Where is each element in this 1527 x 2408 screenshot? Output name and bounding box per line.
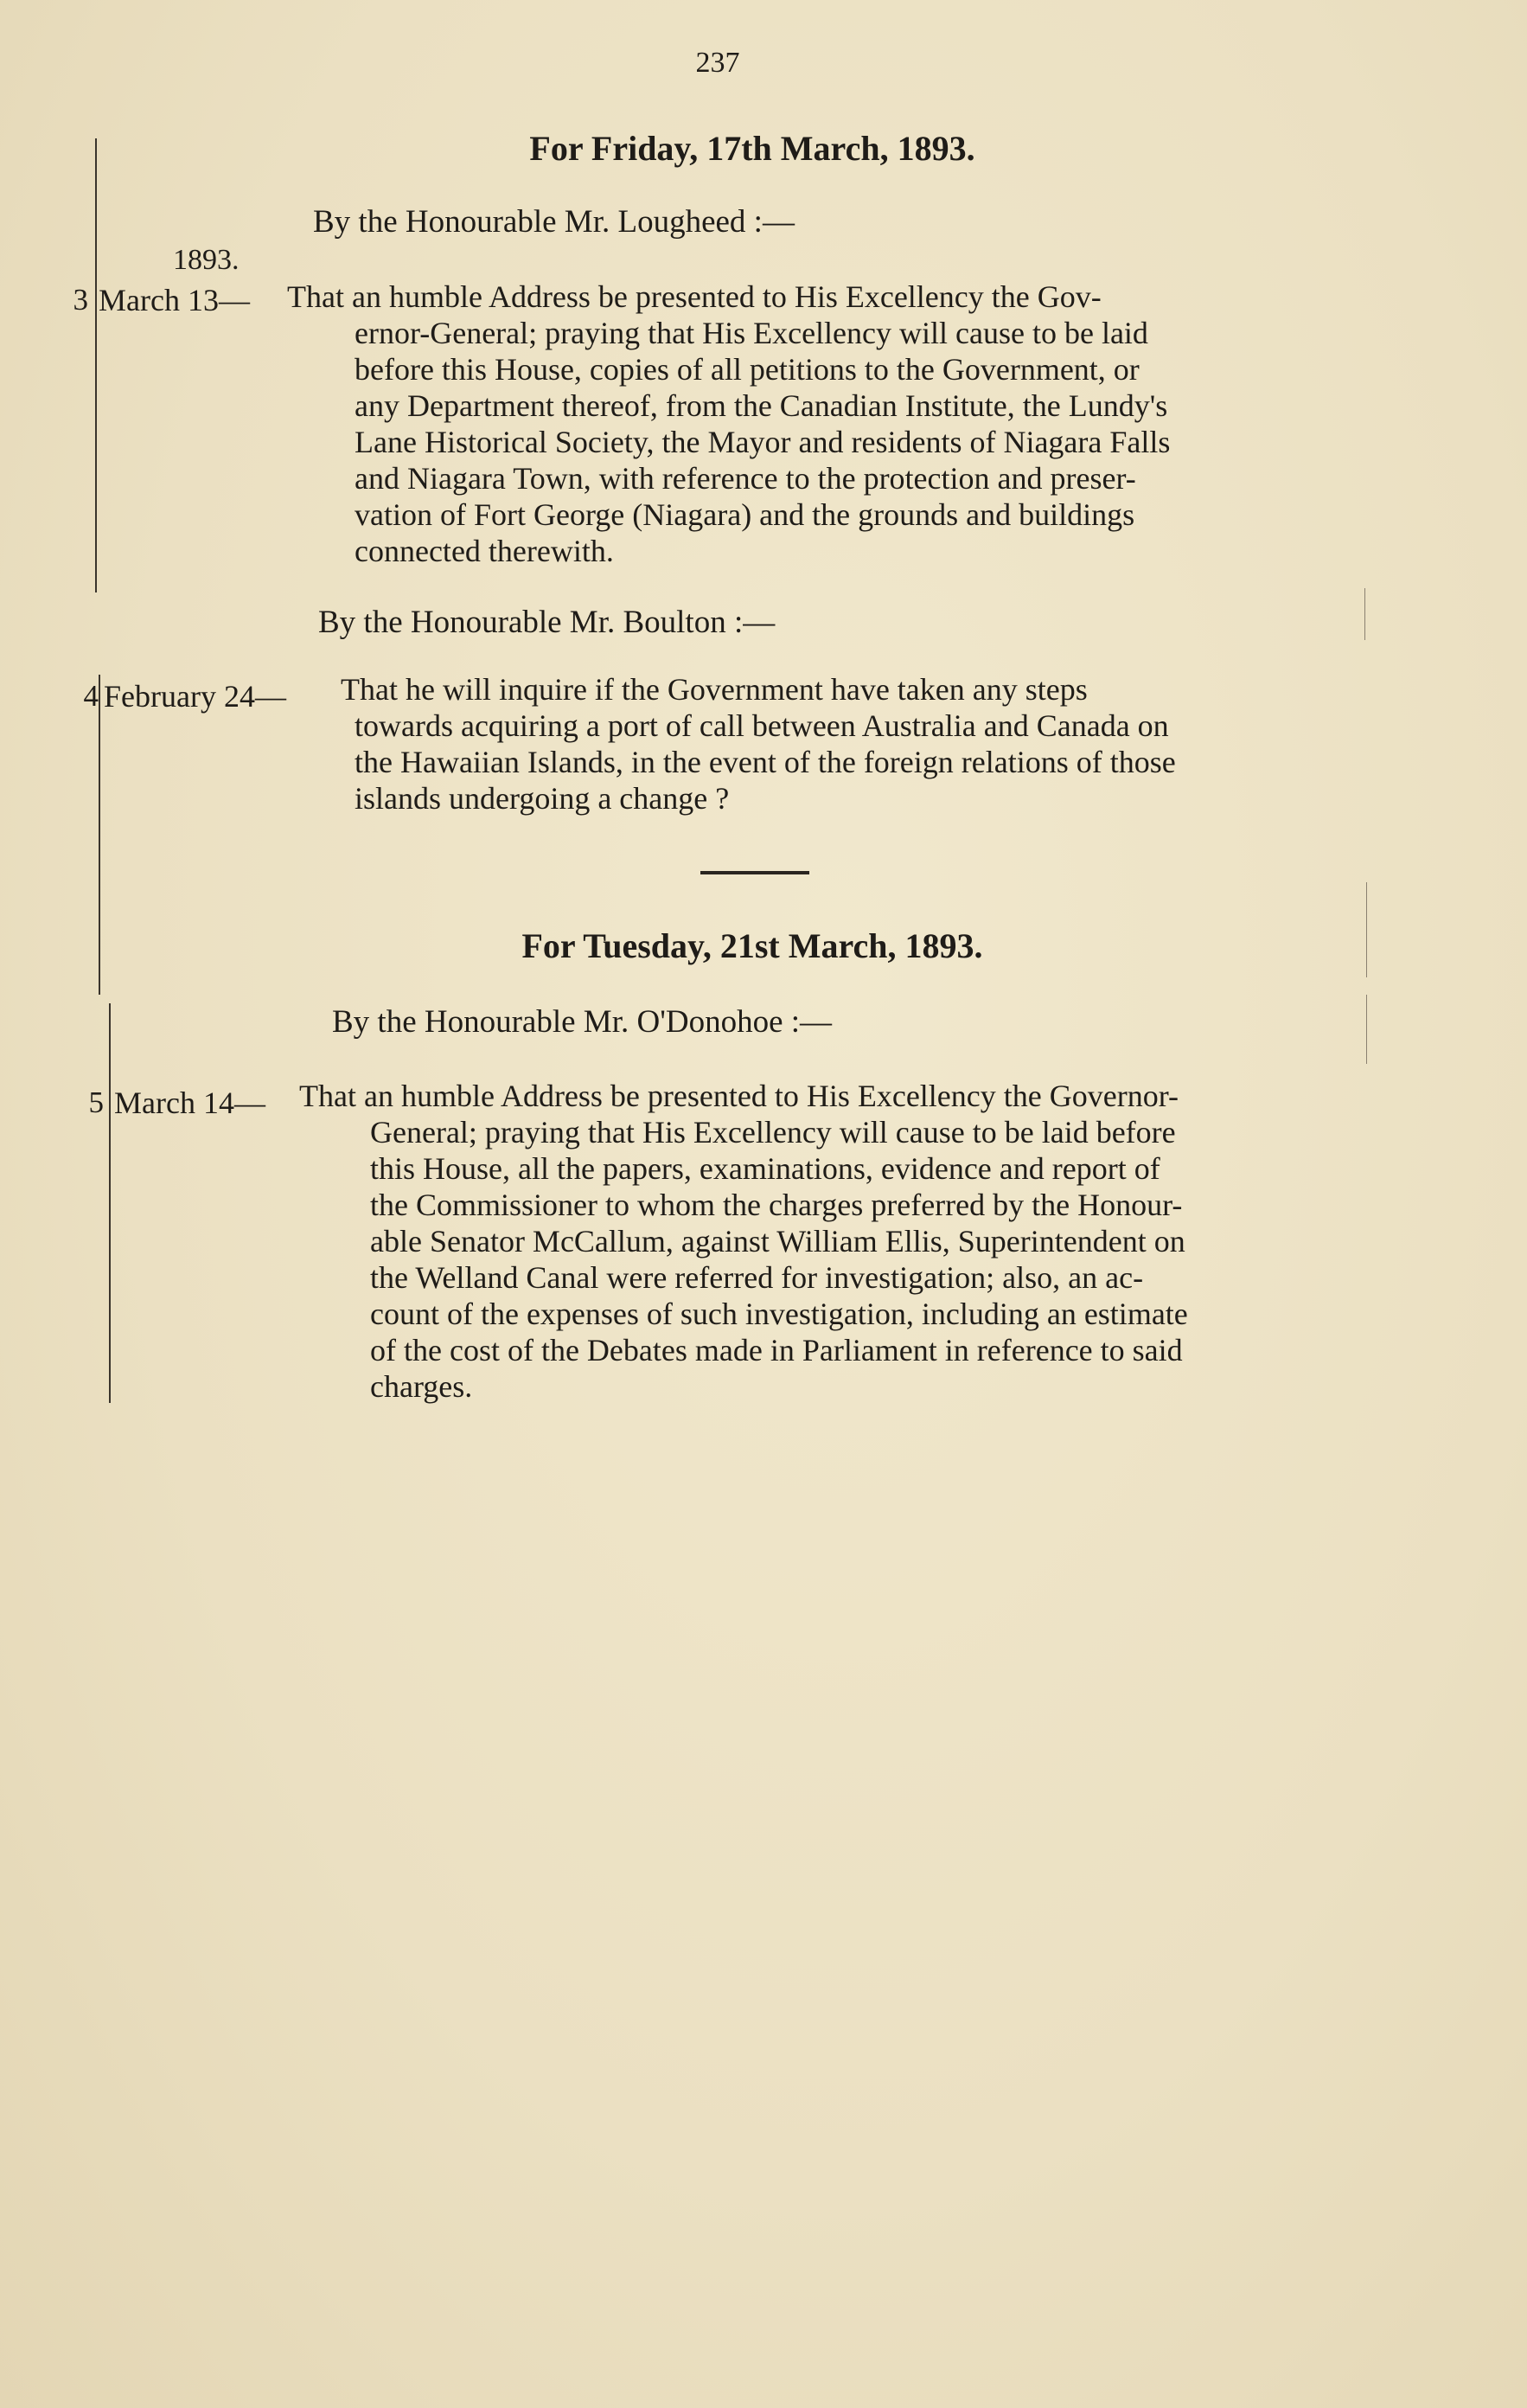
margin-mark: [1364, 588, 1365, 640]
entry-text-line: General; praying that His Excellency will cause to be laid before: [370, 1115, 1176, 1150]
entry-text-line: count of the expenses of such investigation, including an estimate: [370, 1297, 1188, 1331]
entry-date: February 24—: [104, 679, 286, 714]
mover-lougheed: By the Honourable Mr. Lougheed :—: [313, 204, 795, 240]
entry-text-line: Lane Historical Society, the Mayor and residents of Niagara Falls: [355, 425, 1171, 459]
mover-odonohoe: By the Honourable Mr. O'Donohoe :—: [332, 1004, 833, 1040]
entry-text-line: towards acquiring a port of call between Australia and Canada on: [355, 708, 1169, 743]
entry-text-line: the Hawaiian Islands, in the event of the foreign relations of those: [355, 745, 1176, 779]
entry-number: 5: [88, 1086, 104, 1119]
mover-boulton: By the Honourable Mr. Boulton :—: [318, 605, 776, 640]
entry-text-line: That he will inquire if the Government have taken any steps: [341, 672, 1088, 707]
entry-text-line: connected therewith.: [355, 534, 614, 568]
entry-text-line: any Department thereof, from the Canadian Institute, the Lundy's: [355, 388, 1168, 423]
entry-date: March 13—: [99, 283, 250, 317]
section-heading-friday: For Friday, 17th March, 1893.: [529, 129, 975, 168]
entry-text-line: That an humble Address be presented to His Excellency the Governor-: [299, 1079, 1179, 1113]
page-number: 237: [695, 47, 740, 79]
entry-text-line: before this House, copies of all petitions to the Government, or: [355, 352, 1140, 387]
entry-text-line: That an humble Address be presented to His Excellency the Gov-: [287, 279, 1102, 314]
margin-rule: [95, 138, 97, 592]
margin-mark: [1366, 995, 1367, 1064]
entry-text-line: the Commissioner to whom the charges preferred by the Honour-: [370, 1188, 1183, 1222]
entry-number: 3: [73, 283, 88, 317]
entry-date: March 14—: [114, 1086, 265, 1120]
entry-text-line: vation of Fort George (Niagara) and the grounds and buildings: [355, 497, 1135, 532]
entry-text-line: ernor-General; praying that His Excellency will cause to be laid: [355, 316, 1148, 350]
entry-text-line: of the cost of the Debates made in Parliament in reference to said: [370, 1333, 1183, 1367]
margin-rule: [109, 1003, 111, 1403]
entry-text-line: this House, all the papers, examinations, evidence and report of: [370, 1151, 1160, 1186]
section-divider: [700, 871, 809, 874]
entry-text-line: the Welland Canal were referred for investigation; also, an ac-: [370, 1260, 1144, 1295]
entry-text-line: able Senator McCallum, against William Ellis, Superintendent on: [370, 1224, 1185, 1258]
entry-text-line: islands undergoing a change ?: [355, 781, 730, 816]
entry-year: 1893.: [173, 244, 240, 276]
entry-number: 4: [83, 679, 99, 713]
margin-mark: [1366, 882, 1367, 977]
entry-text-line: charges.: [370, 1369, 473, 1404]
section-heading-tuesday: For Tuesday, 21st March, 1893.: [521, 926, 983, 965]
entry-text-line: and Niagara Town, with reference to the protection and preser-: [355, 461, 1136, 496]
margin-rule: [99, 675, 100, 995]
